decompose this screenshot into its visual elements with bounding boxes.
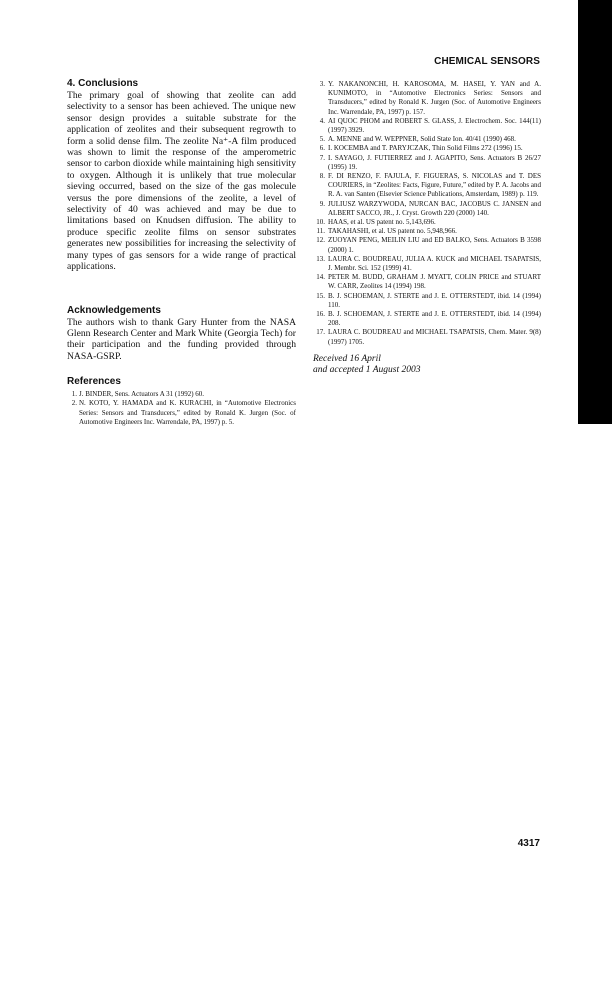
page-number: 4317	[517, 838, 540, 849]
reference-number: 4.	[319, 116, 325, 125]
reference-number: 15.	[316, 291, 325, 300]
reference-text: HAAS, et al. US patent no. 5,143,696.	[328, 218, 436, 227]
reference-number: 7.	[319, 153, 325, 162]
reference-text: LAURA C. BOUDREAU, JULIA A. KUCK and MICHAEL TSAPATSIS, J. Membr. Sci. 152 (1999) 41.	[328, 254, 541, 273]
reference-text: J. BINDER, Sens. Actuators A 31 (1992) 60.	[79, 390, 205, 399]
reference-text: AI QUOC PHOM and ROBERT S. GLASS, J. Electrochem. Soc. 144(11) (1997) 3929.	[328, 116, 541, 135]
reference-number: 6.	[319, 144, 325, 153]
reference-item	[313, 273, 541, 291]
reference-text: N. KOTO, Y. HAMADA and K. KURACHI, in “Automotive Electronics Series: Sensors and Transducers,” edited by Ronald K. Jurgen (Soc. of Automotive Engineers Inc. Warrendale, PA, 1997) p. 5.	[79, 399, 296, 426]
reference-item	[313, 135, 541, 144]
reference-item	[67, 399, 296, 427]
reference-item	[313, 310, 541, 328]
reference-item	[313, 80, 541, 117]
reference-text: B. J. SCHOEMAN, J. STERTE and J. E. OTTERSTEDT, ibid. 14 (1994) 208.	[328, 310, 541, 328]
reference-text: F. DI RENZO, F. FAJULA, F. FIGUERAS, S. NICOLAS and T. DES COURIERS, in “Zeolites: Facts, Figure, Future,” edited by P. A. Jacobs and R. A. van Santen (Elsevier Science Publications, Amsterdam, 1989) p. 119.	[328, 172, 541, 199]
section-thumb-tab	[578, 0, 612, 424]
reference-text: Y. NAKANONCHI, H. KAROSOMA, M. HASEI, Y. YAN and A. KUNIMOTO, in “Automotive Electronics Series: Sensors and Transducers,” edited by Ronald K. Jurgen (Soc. of Automotive Engineers Inc. Warrendale, PA, 1997) p. 157.	[328, 80, 541, 116]
reference-item	[313, 292, 541, 310]
reference-item	[313, 236, 541, 254]
reference-number: 17.	[316, 328, 325, 337]
reference-number: 1.	[71, 390, 77, 399]
reference-text: PETER M. BUDD, GRAHAM J. MYATT, COLIN PRICE and STUART W. CARR, Zeolites 14 (1994) 198.	[328, 273, 541, 291]
reference-number: 11.	[316, 227, 325, 236]
reference-text: I. KOCEMBA and T. PARYJCZAK, Thin Solid Films 272 (1996) 15.	[328, 144, 523, 153]
reference-text: A. MENNE and W. WEPPNER, Solid State Ion. 40/41 (1990) 468.	[328, 135, 516, 144]
conclusions-text: The primary goal of showing that zeolite can add selectivity to a sensor has been achieved. The unique new sensor design provides a suitable substrate for the application of zeolites and their subsequent regrowth to form a solid dense film. The zeolite Na⁺-A film produced was shown to limit the response of the amperometric sensor to carbon dioxide while maintaining high sensitivity to oxygen. Although it is unlikely that true molecular sieving occurred, based on the size of the gas molecule versus the pore dimensions of the zeolite, a level of selectivity of 40 was achieved and may be due to limitations based on Knudsen diffusion. The ability to produce specific zeolite films on sensor substrates generates new possibilities for increasing the selectivity of many types of gas sensors for a wide range of practical applications.	[67, 90, 296, 273]
reference-number: 14.	[316, 273, 325, 282]
conclusions-heading: 4. Conclusions	[67, 78, 139, 89]
reference-number: 13.	[316, 254, 325, 263]
right-column	[313, 78, 541, 377]
reference-text: TAKAHASHI, et al. US patent no. 5,948,966.	[328, 227, 457, 236]
left-column	[67, 78, 296, 427]
running-head: CHEMICAL SENSORS	[434, 56, 540, 67]
reference-number: 3.	[319, 80, 325, 88]
reference-number: 10.	[316, 218, 325, 227]
reference-text: ZUOYAN PENG, MEILIN LIU and ED BALKO, Sens. Actuators B 3598 (2000) 1.	[328, 236, 541, 254]
reference-item	[313, 117, 541, 135]
accepted-line: and accepted 1 August 2003	[313, 365, 421, 376]
reference-number: 8.	[319, 172, 325, 181]
reference-text: B. J. SCHOEMAN, J. STERTE and J. E. OTTERSTEDT, ibid. 14 (1994) 110.	[328, 291, 541, 309]
received-dates	[313, 354, 541, 377]
acknowledgements-heading: Acknowledgements	[67, 304, 161, 316]
received-line: Received 16 April	[313, 353, 381, 364]
references-heading: References	[67, 376, 121, 388]
reference-number: 5.	[319, 135, 325, 144]
reference-item	[313, 218, 541, 227]
reference-text: LAURA C. BOUDREAU and MICHAEL TSAPATSIS, Chem. Mater. 9(8) (1997) 1705.	[328, 328, 541, 346]
reference-item	[313, 227, 541, 236]
reference-number: 12.	[316, 236, 325, 245]
reference-number: 9.	[319, 199, 325, 208]
reference-number: 2.	[71, 399, 77, 408]
reference-item	[313, 200, 541, 218]
reference-item	[313, 328, 541, 346]
acknowledgements-text: The authors wish to thank Gary Hunter from the NASA Glenn Research Center and Mark White (Georgia Tech) for their participation and the funding provided through NASA-GSRP.	[67, 316, 296, 362]
references-list-right	[313, 80, 541, 347]
reference-text: I. SAYAGO, J. FUTIERREZ and J. AGAPITO, Sens. Actuators B 26/27 (1995) 19.	[328, 153, 541, 171]
references-list-left	[67, 390, 296, 427]
reference-number: 16.	[316, 310, 325, 319]
reference-item	[313, 255, 541, 273]
reference-item	[313, 172, 541, 200]
reference-item	[313, 154, 541, 172]
reference-item	[67, 390, 296, 399]
reference-item	[313, 144, 541, 153]
reference-text: JULIUSZ WARZYWODA, NURCAN BAC, JACOBUS C. JANSEN and ALBERT SACCO, JR., J. Cryst. Growth 220 (2000) 140.	[328, 199, 541, 217]
